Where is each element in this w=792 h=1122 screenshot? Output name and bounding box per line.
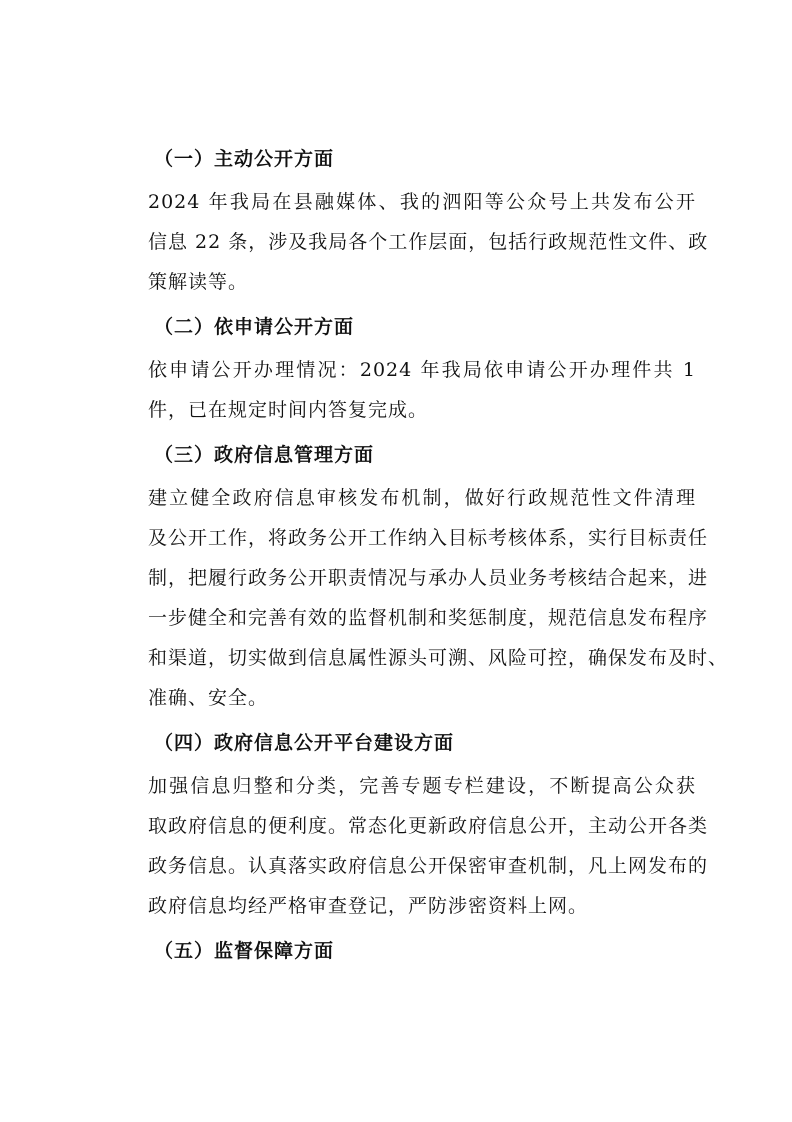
section-supervision [148, 932, 696, 970]
section-application-disclosure [148, 308, 696, 430]
section-heading: （一）主动公开方面 [154, 148, 335, 170]
paragraph-line: 制，把履行政务公开职责情况与承办人员业务考核结合起来，进 [148, 567, 709, 589]
paragraph-line: 及公开工作，将政务公开工作纳入目标考核体系，实行目标责任 [148, 527, 709, 549]
section-heading: （三）政府信息管理方面 [154, 444, 375, 466]
section-heading: （二）依申请公开方面 [154, 316, 355, 338]
paragraph-line: 政府信息均经严格审查登记，严防涉密资料上网。 [148, 895, 589, 917]
paragraph-line: 和渠道，切实做到信息属性源头可溯、风险可控，确保发布及时、 [148, 647, 729, 669]
section-heading: （五）监督保障方面 [154, 940, 335, 962]
paragraph-line: 加强信息归整和分类，完善专题专栏建设，不断提高公众获 [148, 775, 696, 797]
paragraph-line: 依申请公开办理情况：2024 年我局依申请公开办理件共 1 [148, 359, 696, 381]
paragraph-line: 政务信息。认真落实政府信息公开保密审查机制，凡上网发布的 [148, 855, 709, 877]
section-platform-construction [148, 724, 709, 926]
section-information-management [148, 436, 729, 718]
document-body [148, 140, 729, 970]
section-paragraph [148, 766, 709, 926]
section-heading: （四）政府信息公开平台建设方面 [154, 732, 455, 754]
paragraph-line: 准确、安全。 [148, 687, 269, 709]
section-paragraph [148, 182, 709, 302]
section-proactive-disclosure [148, 140, 709, 302]
paragraph-line: 取政府信息的便利度。常态化更新政府信息公开，主动公开各类 [148, 815, 709, 837]
paragraph-line: 建立健全政府信息审核发布机制，做好行政规范性文件清理 [148, 487, 696, 509]
section-paragraph [148, 478, 729, 718]
paragraph-line: 策解读等。 [148, 271, 249, 293]
section-paragraph [148, 350, 696, 430]
paragraph-line: 信息 22 条，涉及我局各个工作层面，包括行政规范性文件、政 [148, 231, 709, 253]
paragraph-line: 一步健全和完善有效的监督机制和奖惩制度，规范信息发布程序 [148, 607, 709, 629]
paragraph-line: 件，已在规定时间内答复完成。 [148, 399, 429, 421]
paragraph-line: 2024 年我局在县融媒体、我的泗阳等公众号上共发布公开 [148, 191, 696, 213]
